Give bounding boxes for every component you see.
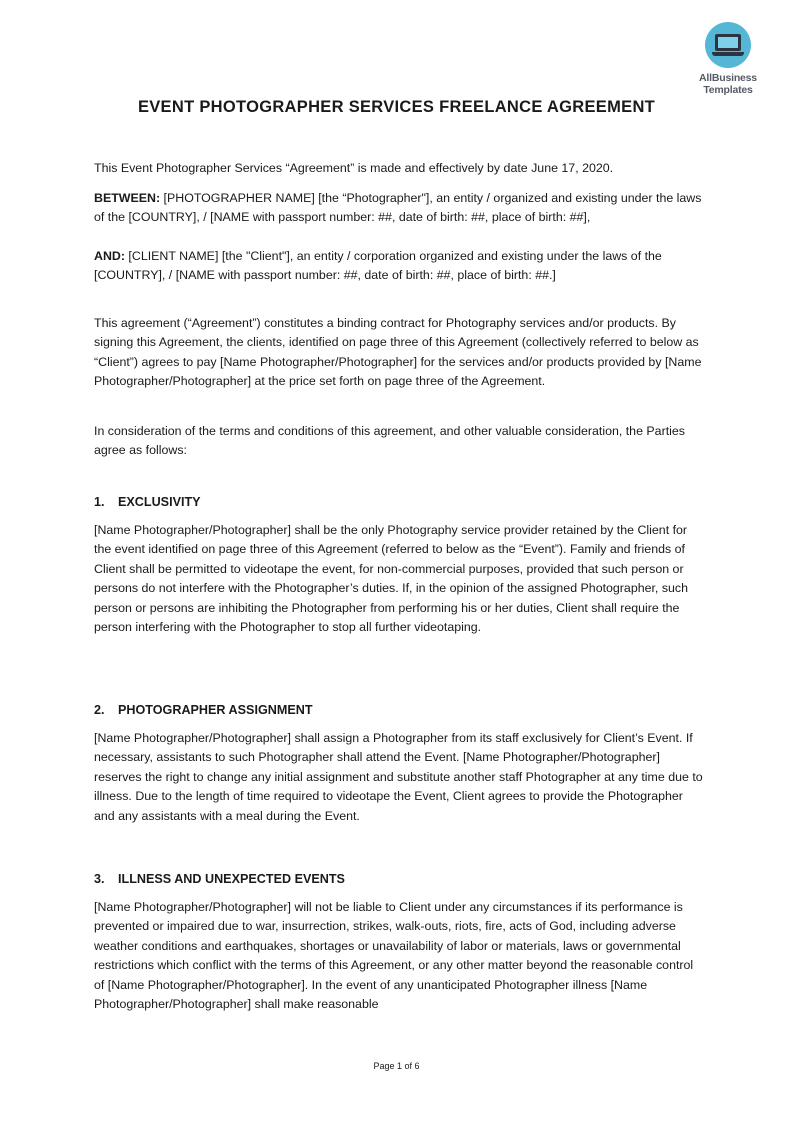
between-label: BETWEEN: (94, 191, 161, 205)
section-1-title: EXCLUSIVITY (118, 495, 201, 509)
section-3-heading (94, 870, 345, 888)
agreement-paragraph: This agreement (“Agreement”) constitutes a binding contract for Photography services and/or products. By signing this Agreement, the clients, identified on page three of this Agreement (collectively referred to below as “Client”) agrees to pay [Name Photographer/Photographer] for the services and/or products provided by [Name Photographer/Photographer] at the price set forth on page three of the Agreement. (94, 316, 702, 389)
laptop-icon (705, 22, 751, 68)
logo-line2: Templates (703, 84, 753, 96)
and-text: [CLIENT NAME] [the "Client"], an entity / corporation organized and existing under the laws of the [COUNTRY], / [NAME with passport number: ##, date of birth: ##, place of birth: ##.] (94, 249, 662, 283)
section-1-number: 1. (94, 495, 105, 509)
intro-paragraph: This Event Photographer Services “Agreement” is made and effectively by date June 17, 2020. (94, 161, 614, 175)
and-paragraph (94, 247, 706, 286)
section-2-number: 2. (94, 703, 105, 717)
section-1-heading (94, 493, 201, 511)
document-title: EVENT PHOTOGRAPHER SERVICES FREELANCE AGREEMENT (137, 98, 656, 116)
section-3-title: ILLNESS AND UNEXPECTED EVENTS (118, 872, 345, 886)
page-number: Page 1 of 6 (373, 1061, 420, 1071)
consideration-paragraph: In consideration of the terms and conditions of this agreement, and other valuable consideration, the Parties agree as follows: (94, 424, 685, 458)
logo-line1: AllBusiness (699, 72, 757, 84)
and-label: AND: (94, 249, 125, 263)
section-1-body: [Name Photographer/Photographer] shall be the only Photography service provider retained by the Client for the event identified on page three of this Agreement (referred to below as the “Event”). Family and friends of Client shall be permitted to videotape the event, for non-commercial purposes, provided that such person or persons do not interfere with the Photographer’s duties. If, in the opinion of the assigned Photographer, such person or persons are inhibiting the Photographer from performing his or her duties, Client shall require the person interfering with the Photographer to stop all further videotaping. (94, 523, 688, 635)
section-2-body: [Name Photographer/Photographer] shall assign a Photographer from its staff exclusively for Client’s Event. If necessary, assistants to such Photographer shall attend the Event. [Name Photographer/Photographer] reserves the right to change any initial assignment and substitute another staff Photographer at any time due to illness. Due to the length of time required to videotape the Event, Client agrees to provide the Photographer and any assistants with a meal during the Event. (94, 731, 703, 823)
section-2-title: PHOTOGRAPHER ASSIGNMENT (118, 703, 313, 717)
section-2-heading (94, 701, 313, 719)
between-paragraph (94, 189, 706, 228)
between-text: [PHOTOGRAPHER NAME] [the “Photographer"], an entity / organized and existing under the laws of the [COUNTRY], / [NAME with passport number: ##, date of birth: ##, place of birth: ##], (94, 191, 702, 225)
section-3-number: 3. (94, 872, 105, 886)
section-3-body: [Name Photographer/Photographer] will not be liable to Client under any circumstances if its performance is prevented or impaired due to war, insurrection, strikes, walk-outs, riots, fire, acts of God, including adverse weather conditions and earthquakes, shortages or unavailability of labor or materials, laws or governmental restrictions which conflict with the terms of this Agreement, or any other matter beyond the reasonable control of [Name Photographer/Photographer]. In the event of any unanticipated Photographer illness [Name Photographer/Photographer] shall make reasonable (94, 900, 694, 1012)
allbusiness-logo (688, 22, 768, 96)
logo-text (688, 72, 768, 96)
